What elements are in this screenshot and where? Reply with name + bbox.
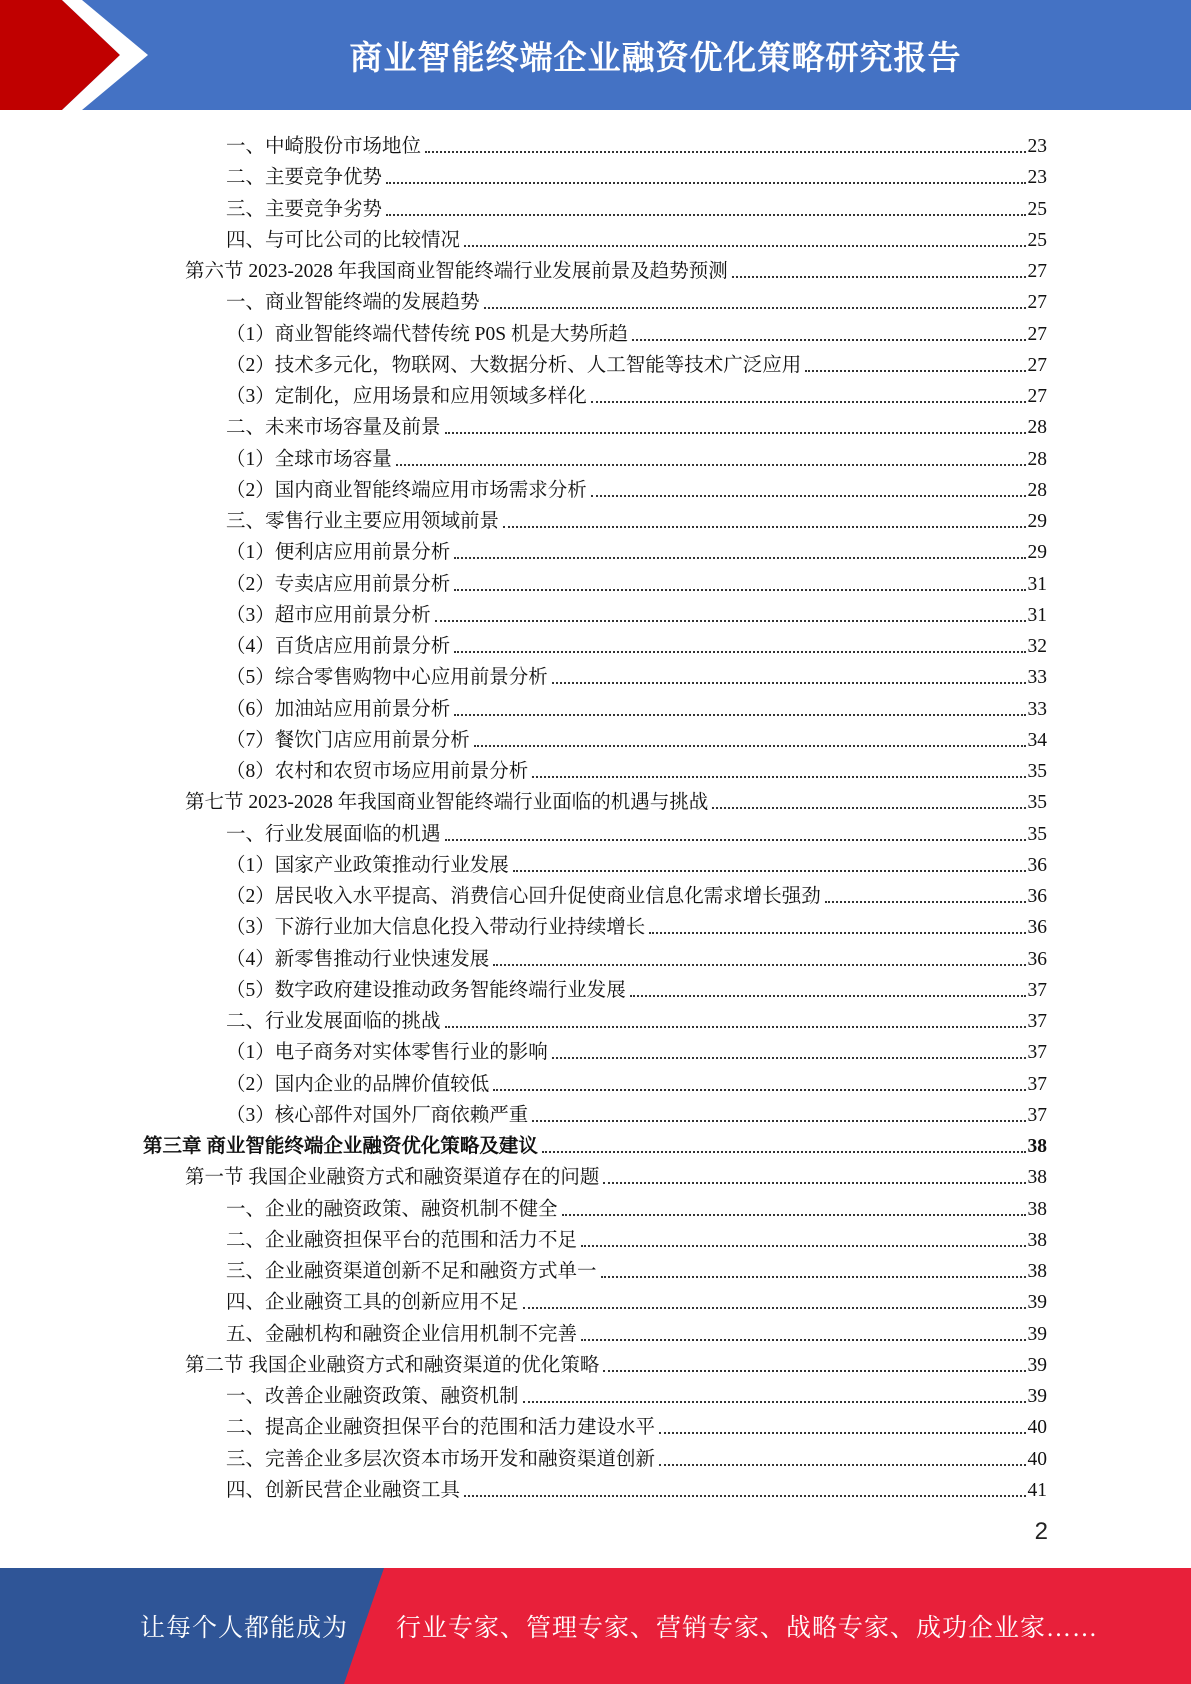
toc-entry[interactable] [226,722,1047,753]
toc-entry-title: 三、主要竞争劣势 [226,198,383,220]
toc-entry-page: 36 [1027,886,1047,907]
toc-entry[interactable] [226,534,1047,565]
toc-entry-page: 38 [1027,1136,1047,1157]
toc-entry-page: 27 [1027,292,1047,314]
toc-entry-page: 38 [1027,1261,1047,1282]
toc-leader-dots [562,1214,1026,1216]
toc-entry[interactable] [185,1159,1047,1190]
toc-entry-title: （2）居民收入水平提高、消费信心回升促使商业信息化需求增长强劲 [226,886,821,907]
toc-leader-dots [386,214,1025,216]
toc-entry[interactable] [226,566,1047,597]
toc-entry-page: 27 [1027,386,1047,407]
toc-entry[interactable] [226,628,1047,659]
toc-entry-title: 一、行业发展面临的机遇 [226,823,441,845]
toc-entry-title: 第三章 商业智能终端企业融资优化策略及建议 [143,1136,538,1157]
toc-entry[interactable] [226,1222,1047,1253]
toc-entry-page: 25 [1027,198,1047,220]
toc-entry-page: 37 [1027,1104,1047,1126]
toc-entry-page: 40 [1027,1448,1047,1470]
report-title: 商业智能终端企业融资优化策略研究报告 [349,37,962,77]
toc-entry[interactable] [226,472,1047,503]
toc-entry-title: 四、与可比公司的比较情况 [226,229,461,251]
toc-leader-dots [474,745,1026,747]
toc-entry[interactable] [226,1441,1047,1472]
toc-entry-title: 一、企业的融资政策、融资机制不健全 [226,1198,558,1220]
toc-leader-dots [581,1245,1025,1247]
toc-entry-page: 37 [1027,1042,1047,1064]
toc-entry[interactable] [226,1316,1047,1347]
toc-entry-title: 第一节 我国企业融资方式和融资渠道存在的问题 [185,1167,600,1189]
toc-leader-dots [591,495,1026,497]
toc-entry-title: 二、企业融资担保平台的范围和活力不足 [226,1229,578,1251]
toc-entry[interactable] [226,1472,1047,1503]
toc-entry-page: 31 [1027,604,1047,626]
toc-entry-page: 34 [1027,729,1047,751]
toc-entry-title: （7）餐饮门店应用前景分析 [226,729,470,751]
toc-entry[interactable] [185,784,1047,815]
toc-entry[interactable] [226,1409,1047,1440]
toc-entry[interactable] [226,941,1047,972]
toc-leader-dots [632,339,1026,341]
toc-leader-dots [532,776,1025,778]
toc-leader-dots [659,1432,1025,1434]
toc-entry-title: （3）下游行业加大信息化投入带动行业持续增长 [226,917,646,939]
toc-entry[interactable] [226,159,1047,190]
toc-entry-page: 37 [1027,1011,1047,1032]
footer-slogan-right: 行业专家、管理专家、营销专家、战略专家、成功企业家…… [396,1615,1099,1642]
toc-leader-dots [712,807,1025,809]
toc-entry[interactable] [226,1034,1047,1065]
footer-slogan-left: 让每个人都能成为 [140,1615,349,1642]
toc-leader-dots [454,557,1025,559]
toc-entry-page: 27 [1027,354,1047,376]
toc-entry[interactable] [226,409,1047,440]
toc-entry[interactable] [226,222,1047,253]
toc-leader-dots [484,307,1026,309]
toc-entry[interactable] [226,441,1047,472]
toc-entry-page: 35 [1027,792,1047,814]
toc-entry-title: 一、商业智能终端的发展趋势 [226,292,480,314]
toc-leader-dots [386,182,1025,184]
toc-entry[interactable] [226,284,1047,315]
toc-entry-title: 二、提高企业融资担保平台的范围和活力建设水平 [226,1417,656,1439]
toc-leader-dots [464,1495,1025,1497]
toc-entry[interactable] [226,1191,1047,1222]
toc-entry[interactable] [226,128,1047,159]
toc-entry-title: 二、主要竞争优势 [226,167,383,189]
toc-entry[interactable] [185,1347,1047,1378]
toc-entry-page: 36 [1027,948,1047,970]
toc-entry-title: （3）超市应用前景分析 [226,604,431,626]
toc-entry-page: 33 [1027,667,1047,689]
toc-leader-dots [454,714,1025,716]
toc-entry-title: 三、企业融资渠道创新不足和融资方式单一 [226,1261,597,1282]
toc-entry-page: 28 [1027,417,1047,439]
toc-leader-dots [532,1120,1025,1122]
toc-entry-title: （2）专卖店应用前景分析 [226,573,451,595]
toc-leader-dots [454,651,1025,653]
toc-leader-dots [542,1151,1026,1153]
toc-entry[interactable] [226,1253,1047,1284]
toc-leader-dots [649,932,1025,934]
toc-entry-title: （1）全球市场容量 [226,448,392,470]
toc-entry[interactable] [226,909,1047,940]
toc-entry-title: 三、零售行业主要应用领域前景 [226,511,500,532]
toc-leader-dots [732,276,1026,278]
toc-entry[interactable] [226,659,1047,690]
toc-entry[interactable] [226,1003,1047,1034]
toc-entry-title: 一、改善企业融资政策、融资机制 [226,1386,519,1407]
toc-entry-page: 39 [1027,1354,1047,1376]
toc-entry[interactable] [226,1378,1047,1409]
toc-entry-title: （4）百货店应用前景分析 [226,636,451,657]
toc-entry-page: 27 [1027,323,1047,345]
toc-entry-title: 第七节 2023-2028 年我国商业智能终端行业面临的机遇与挑战 [185,792,709,814]
toc-leader-dots [493,1089,1025,1091]
toc-entry-page: 28 [1027,479,1047,501]
toc-entry-title: 二、行业发展面临的挑战 [226,1011,441,1032]
page-number: 2 [1034,1518,1048,1545]
toc-leader-dots [805,370,1025,372]
toc-entry-page: 40 [1027,1417,1047,1439]
toc-entry-page: 36 [1027,854,1047,876]
toc-entry-page: 25 [1027,229,1047,251]
toc-entry-page: 29 [1027,511,1047,532]
toc-entry-title: （2）国内商业智能终端应用市场需求分析 [226,479,587,501]
toc-entry[interactable] [226,847,1047,878]
toc-leader-dots [523,1401,1026,1403]
toc-entry[interactable] [226,1284,1047,1315]
toc-entry-title: 第二节 我国企业融资方式和融资渠道的优化策略 [185,1354,600,1376]
toc-entry-title: 五、金融机构和融资企业信用机制不完善 [226,1323,578,1345]
toc-entry-page: 29 [1027,542,1047,564]
toc-leader-dots [493,964,1025,966]
toc-entry-title: 二、未来市场容量及前景 [226,417,441,439]
toc-entry-page: 39 [1027,1386,1047,1407]
toc-leader-dots [825,901,1026,903]
toc-entry[interactable] [226,1066,1047,1097]
toc-entry-title: （8）农村和农贸市场应用前景分析 [226,761,529,782]
toc-entry-title: （1）商业智能终端代替传统 P0S 机是大势所趋 [226,323,628,345]
toc-leader-dots [445,839,1026,841]
toc-entry-title: （6）加油站应用前景分析 [226,698,451,720]
toc-entry[interactable] [226,316,1047,347]
toc-entry-page: 39 [1027,1292,1047,1314]
toc-entry-page: 35 [1027,761,1047,782]
toc-leader-dots [603,1182,1025,1184]
toc-entry-page: 32 [1027,636,1047,657]
toc-entry[interactable] [226,503,1047,534]
toc-entry-page: 35 [1027,823,1047,845]
toc-leader-dots [659,1464,1025,1466]
toc-entry-page: 27 [1027,261,1047,282]
toc-leader-dots [601,1276,1026,1278]
toc-entry-title: 三、完善企业多层次资本市场开发和融资渠道创新 [226,1448,656,1470]
toc-entry-page: 23 [1027,136,1047,157]
toc-entry-title: （3）定制化，应用场景和应用领域多样化 [226,386,587,407]
toc-entry[interactable] [226,597,1047,628]
toc-leader-dots [445,432,1026,434]
toc-entry-page: 38 [1027,1229,1047,1251]
toc-leader-dots [396,464,1026,466]
toc-entry-page: 37 [1027,979,1047,1001]
toc-entry[interactable] [226,378,1047,409]
page-header [0,0,1191,110]
toc-leader-dots [513,870,1026,872]
toc-entry-title: 四、创新民营企业融资工具 [226,1479,461,1501]
toc-entry-title: （2）国内企业的品牌价值较低 [226,1073,490,1095]
toc-entry-title: （1）国家产业政策推动行业发展 [226,854,509,876]
toc-entry-page: 28 [1027,448,1047,470]
toc-entry-title: （2）技术多元化，物联网、大数据分析、人工智能等技术广泛应用 [226,354,802,376]
page-footer [0,1568,1191,1684]
toc-entry-title: （5）综合零售购物中心应用前景分析 [226,667,548,689]
toc-entry[interactable] [226,816,1047,847]
toc-entry-page: 37 [1027,1073,1047,1095]
toc-entry-page: 39 [1027,1323,1047,1345]
toc-entry-page: 31 [1027,573,1047,595]
toc-entry-page: 38 [1027,1167,1047,1189]
toc-entry-page: 36 [1027,917,1047,939]
toc-entry[interactable] [185,253,1047,284]
toc-leader-dots [581,1339,1025,1341]
toc-leader-dots [603,1370,1025,1372]
toc-entry-page: 41 [1027,1479,1047,1501]
toc-leader-dots [464,245,1025,247]
toc-entry[interactable] [226,691,1047,722]
toc-leader-dots [454,589,1025,591]
toc-entry[interactable] [226,878,1047,909]
toc-entry-page: 23 [1027,167,1047,189]
toc-entry-title: （3）核心部件对国外厂商依赖严重 [226,1104,529,1126]
toc-leader-dots [552,682,1026,684]
toc-entry-page: 33 [1027,698,1047,720]
toc-entry-page: 38 [1027,1198,1047,1220]
toc-leader-dots [552,1057,1026,1059]
toc-entry-title: （5）数字政府建设推动政务智能终端行业发展 [226,979,626,1001]
toc-leader-dots [630,995,1026,997]
toc-entry[interactable] [226,753,1047,784]
toc-entry-title: （1）便利店应用前景分析 [226,542,451,564]
toc-entry-title: 一、中崎股份市场地位 [226,136,422,157]
toc-leader-dots [435,620,1026,622]
toc-entry[interactable] [226,1097,1047,1128]
toc-entry[interactable] [226,191,1047,222]
toc-entry-title: 第六节 2023-2028 年我国商业智能终端行业发展前景及趋势预测 [185,261,728,282]
toc-entry[interactable] [226,347,1047,378]
toc-leader-dots [523,1307,1026,1309]
toc-entry-title: （1）电子商务对实体零售行业的影响 [226,1042,548,1064]
toc-entry-title: 四、企业融资工具的创新应用不足 [226,1292,519,1314]
toc-entry[interactable] [143,1128,1047,1159]
toc-leader-dots [445,1026,1026,1028]
toc-entry[interactable] [226,972,1047,1003]
toc-leader-dots [591,401,1026,403]
toc-leader-dots [503,526,1025,528]
toc-leader-dots [425,151,1025,153]
toc-entry-title: （4）新零售推动行业快速发展 [226,948,490,970]
